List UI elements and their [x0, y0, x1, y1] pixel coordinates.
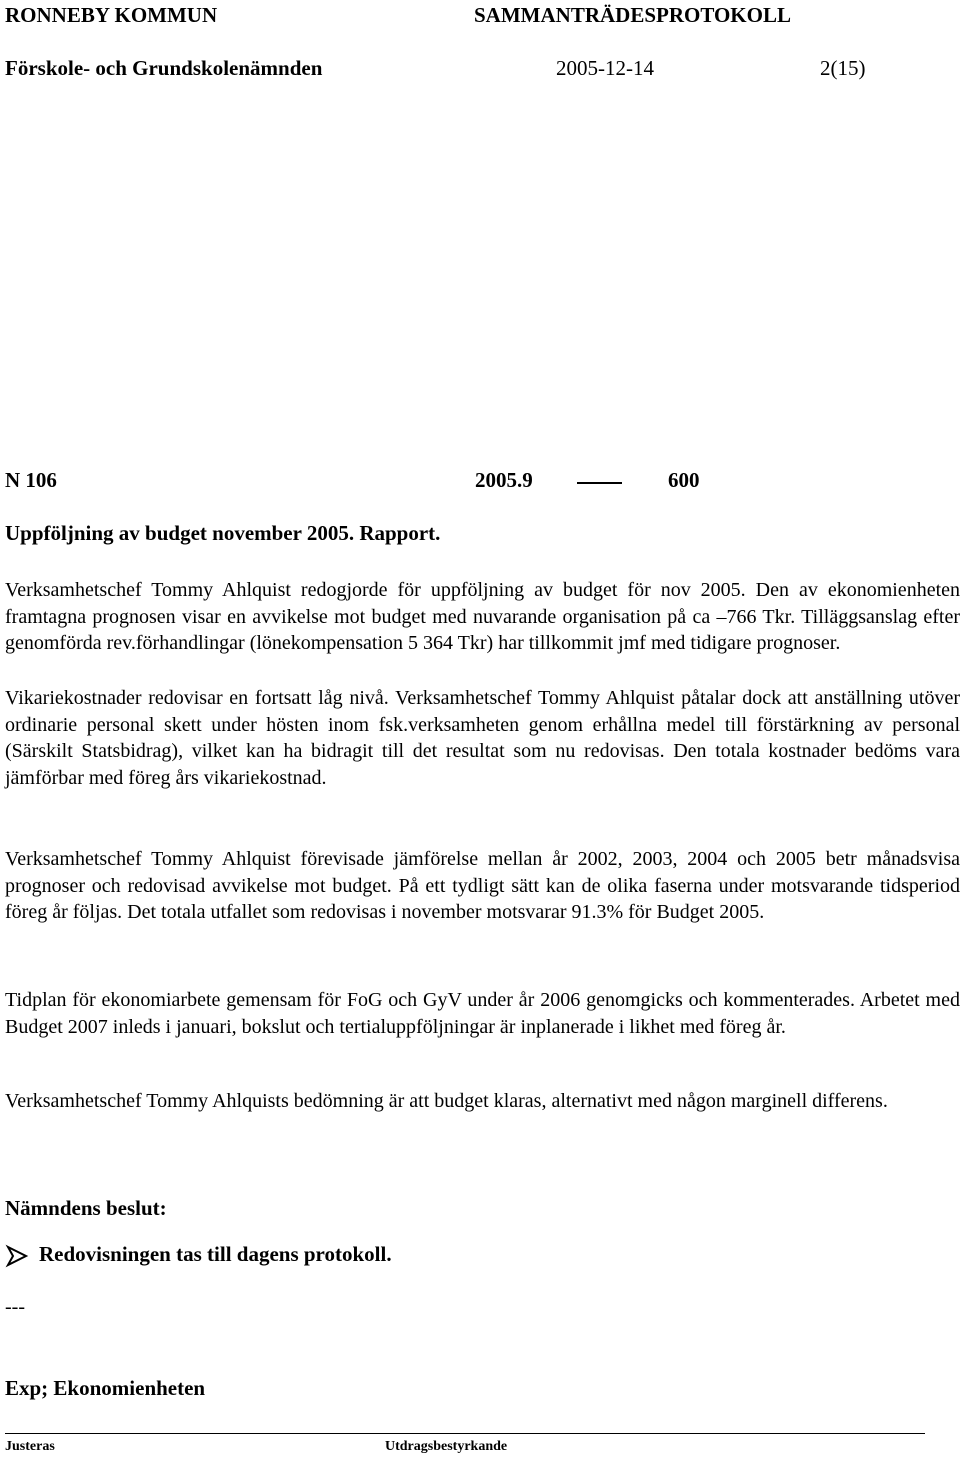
organization-name: RONNEBY KOMMUN — [5, 3, 218, 27]
item-code: 600 — [668, 468, 700, 492]
distribution-line: Exp; Ekonomienheten — [5, 1376, 206, 1400]
decision-heading: Nämndens beslut: — [5, 1196, 167, 1220]
page-number: 2(15) — [820, 56, 866, 80]
item-title: Uppföljning av budget november 2005. Rapport. — [5, 521, 441, 545]
paragraph: Verksamhetschef Tommy Ahlquists bedömning är att budget klaras, alternativt med någon marginell differens. — [5, 1090, 888, 1112]
reference-dash — [577, 482, 622, 484]
footer-justeras: Justeras — [5, 1439, 55, 1454]
paragraph: Tidplan för ekonomiarbete gemensam för FoG och GyV under år 2006 genomgicks och kommenterades. Arbetet med Budget 2007 inleds i januari, bokslut och tertialuppföljningar är inplanerade i likhet med föreg år. — [5, 989, 960, 1038]
footer-utdragsbestyrkande: Utdragsbestyrkande — [385, 1439, 508, 1454]
section-separator: --- — [5, 1296, 25, 1318]
item-number: N 106 — [5, 468, 57, 492]
paragraph: Vikariekostnader redovisar en fortsatt låg nivå. Verksamhetschef Tommy Ahlquist påtalar dock att anställning utöver ordinarie personal skett under hösten inom fsk.verksamheten genom erhållna medel till förstärkning av personal (Särskilt Statsbidrag), vilket kan ha bidragit till det resultat som nu redovisas. Den totala kostnader bedöms vara jämförbar med föreg års vikariekostnad. — [5, 687, 960, 789]
document-type: SAMMANTRÄDESPROTOKOLL — [474, 3, 791, 27]
arrow-bullet-icon — [5, 1244, 29, 1268]
paragraph: Verksamhetschef Tommy Ahlquist redogjorde för uppföljning av budget för nov 2005. Den av ekonomienheten framtagna prognosen visar en avvikelse mot budget med nuvarande organisation på ca –766 Tkr. Tilläggsanslag efter genomförda rev.förhandlingar (lönekompensation 5 364 Tkr) har tillkommit jmf med tidigare prognoser. — [5, 579, 960, 654]
decision-bullet: Redovisningen tas till dagens protokoll. — [39, 1242, 392, 1266]
committee-name: Förskole- och Grundskolenämnden — [5, 56, 323, 80]
meeting-date: 2005-12-14 — [556, 56, 654, 80]
item-reference: 2005.9 — [475, 468, 533, 492]
paragraph: Verksamhetschef Tommy Ahlquist förevisade jämförelse mellan år 2002, 2003, 2004 och 2005 betr månadsvisa prognoser och redovisad avvikelse mot budget. På ett tydligt sätt kan de olika faserna under motsvarande tidsperiod föreg år följas. Det totala utfallet som redovisas i november motsvarar 91.3% för Budget 2005. — [5, 848, 960, 923]
footer-rule — [5, 1433, 925, 1434]
